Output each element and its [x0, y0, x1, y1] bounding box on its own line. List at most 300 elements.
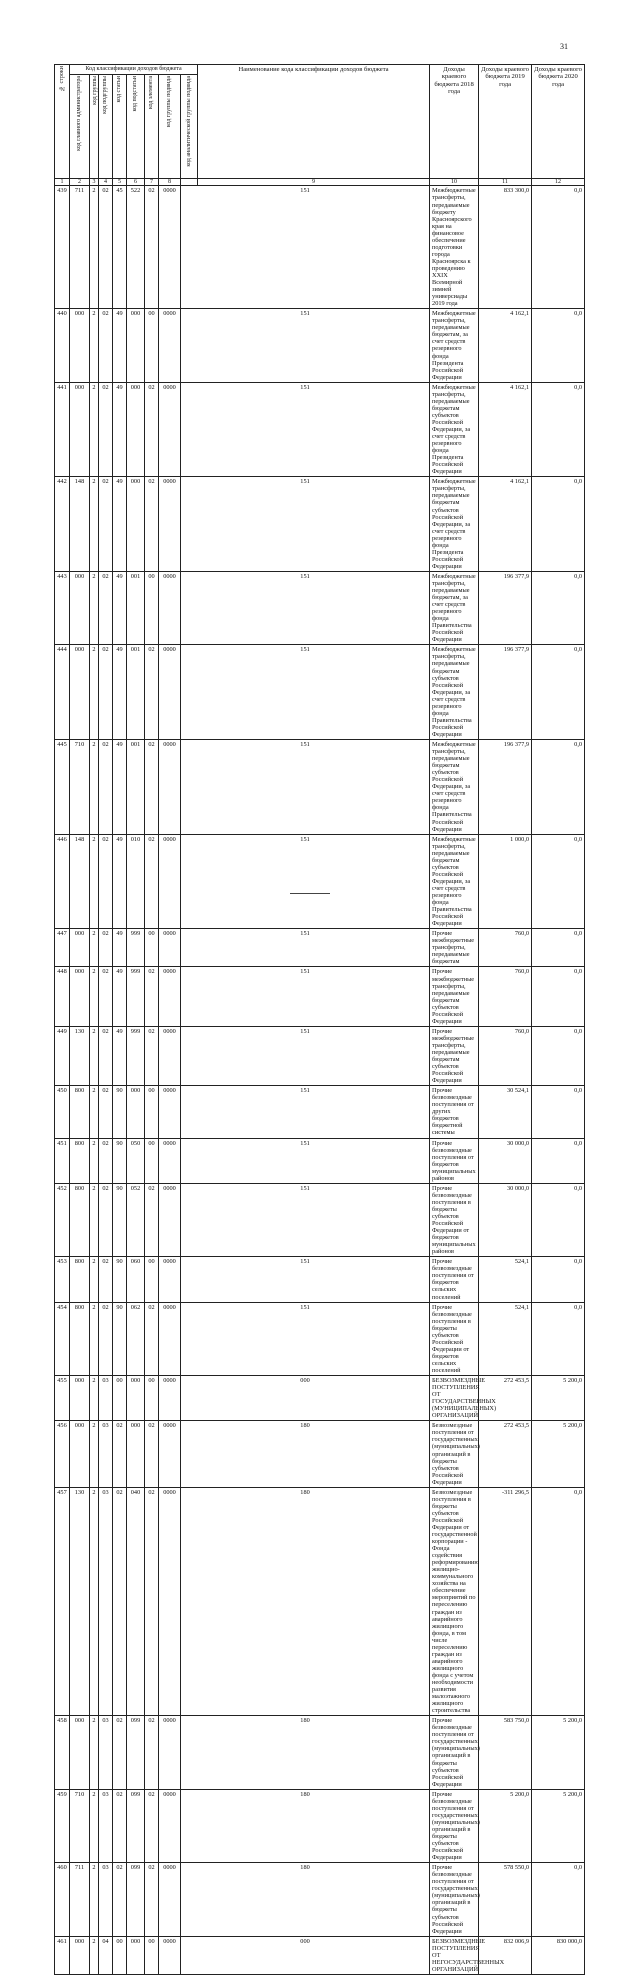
column-number: 2: [70, 178, 90, 186]
code-header: код группы: [90, 74, 99, 178]
column-number: 1: [55, 178, 70, 186]
description-cell: Прочие безвозмездные поступления в бюджеты субъектов Российской Федерации от бюджетов муниципальных районов: [430, 1183, 479, 1256]
code-cell: 151: [181, 645, 430, 740]
code-cell: 03: [99, 1487, 113, 1716]
column-number: 3: [90, 178, 99, 186]
code-cell: 000: [70, 929, 90, 967]
code-cell: 02: [99, 1257, 113, 1302]
code-cell: 2: [90, 1487, 99, 1716]
code-cell: 49: [113, 929, 127, 967]
budget-revenue-table: [54, 64, 585, 1975]
code-cell: 49: [113, 309, 127, 382]
column-numbers-row: [55, 178, 585, 186]
code-cell: 000: [127, 382, 145, 477]
value-2019-cell: 0,0: [532, 1257, 585, 1302]
code-cell: 02: [99, 477, 113, 572]
code-cell: 000: [181, 1376, 430, 1421]
description-cell: Межбюджетные трансферты, передаваемые бюджетам субъектов Российской Федерации, за счет средств резервного фонда Президента Российской Федерации: [430, 477, 479, 572]
table-row: [55, 645, 585, 740]
code-cell: 90: [113, 1257, 127, 1302]
value-2018-cell: 272 453,5: [479, 1376, 532, 1421]
table-row: [55, 309, 585, 382]
value-2018-cell: 833 300,0: [479, 186, 532, 309]
code-cell: 02: [145, 186, 159, 309]
code-cell: 00: [145, 309, 159, 382]
code-cell: 00: [145, 571, 159, 644]
table-row: [55, 1026, 585, 1085]
code-cell: 49: [113, 834, 127, 929]
code-header: код аналитической группы подвида: [181, 74, 198, 178]
code-cell: 010: [127, 834, 145, 929]
code-cell: 180: [181, 1789, 430, 1862]
value-2019-cell: 0,0: [532, 1138, 585, 1183]
code-cell: 2: [90, 967, 99, 1026]
header-row-top: [55, 65, 585, 75]
code-cell: 151: [181, 309, 430, 382]
value-2018-cell: 578 550,0: [479, 1863, 532, 1936]
code-cell: 148: [70, 834, 90, 929]
code-cell: 151: [181, 1026, 430, 1085]
code-cell: 0000: [159, 477, 181, 572]
code-cell: 02: [99, 309, 113, 382]
code-cell: 0000: [159, 1086, 181, 1138]
row-number-cell: 448: [55, 967, 70, 1026]
value-2018-cell: 4 162,1: [479, 382, 532, 477]
description-cell: Межбюджетные трансферты, передаваемые бюджетам, за счет средств резервного фонда Правительства Российской Федерации: [430, 571, 479, 644]
code-cell: 151: [181, 1138, 430, 1183]
table-row: [55, 1183, 585, 1256]
code-cell: 999: [127, 929, 145, 967]
value-2018-cell: 4 162,1: [479, 477, 532, 572]
code-cell: 03: [99, 1716, 113, 1789]
code-cell: 0000: [159, 1716, 181, 1789]
code-cell: 052: [127, 1183, 145, 1256]
code-cell: 000: [127, 477, 145, 572]
code-cell: 02: [145, 477, 159, 572]
table-row: [55, 1376, 585, 1421]
value-2019-cell: 0,0: [532, 967, 585, 1026]
row-number-cell: 458: [55, 1716, 70, 1789]
value-2018-cell: 760,0: [479, 929, 532, 967]
code-cell: 0000: [159, 1302, 181, 1375]
table-body: [55, 186, 585, 1974]
table-row: [55, 186, 585, 309]
code-header: код главного администратора: [70, 74, 90, 178]
table-row: [55, 740, 585, 835]
code-cell: 2: [90, 1026, 99, 1085]
value-2019-cell: 0,0: [532, 571, 585, 644]
row-number-cell: 440: [55, 309, 70, 382]
code-cell: 02: [145, 382, 159, 477]
value-2019-cell: 0,0: [532, 929, 585, 967]
code-cell: 02: [99, 740, 113, 835]
code-cell: 04: [99, 1936, 113, 1974]
code-cell: 151: [181, 1257, 430, 1302]
code-cell: 0000: [159, 1789, 181, 1862]
code-cell: 040: [127, 1487, 145, 1716]
description-cell: Прочие межбюджетные трансферты, передаваемые бюджетам субъектов Российской Федерации: [430, 967, 479, 1026]
code-cell: 0000: [159, 967, 181, 1026]
code-cell: 180: [181, 1863, 430, 1936]
description-cell: Прочие межбюджетные трансферты, передаваемые бюджетам: [430, 929, 479, 967]
code-cell: 710: [70, 740, 90, 835]
code-cell: 00: [113, 1376, 127, 1421]
code-cell: 800: [70, 1138, 90, 1183]
code-cell: 02: [145, 1487, 159, 1716]
value-2019-cell: 5 200,0: [532, 1789, 585, 1862]
row-number-cell: 449: [55, 1026, 70, 1085]
code-cell: 02: [145, 967, 159, 1026]
code-cell: 0000: [159, 1421, 181, 1487]
code-cell: 000: [127, 1936, 145, 1974]
code-cell: 03: [99, 1863, 113, 1936]
code-cell: 02: [113, 1487, 127, 1716]
code-header: код подгруппы: [99, 74, 113, 178]
value-2019-cell: 0,0: [532, 1302, 585, 1375]
code-cell: 151: [181, 186, 430, 309]
table-row: [55, 1936, 585, 1974]
code-cell: 000: [181, 1936, 430, 1974]
description-cell: Прочие безвозмездные поступления в бюджеты субъектов Российской Федерации от бюджетов сельских поселений: [430, 1302, 479, 1375]
row-number-cell: 445: [55, 740, 70, 835]
code-header: код элемента: [145, 74, 159, 178]
code-cell: 130: [70, 1487, 90, 1716]
value-2018-cell: 1 000,0: [479, 834, 532, 929]
column-number: [181, 178, 198, 186]
description-cell: Прочие безвозмездные поступления от других бюджетов бюджетной системы: [430, 1086, 479, 1138]
table-row: [55, 1487, 585, 1716]
row-number-cell: 456: [55, 1421, 70, 1487]
description-cell: Прочие безвозмездные поступления от государственных (муниципальных) организаций в бюджеты субъектов Российской Федерации: [430, 1863, 479, 1936]
page-number: 31: [560, 42, 568, 51]
value-2019-cell: 0,0: [532, 309, 585, 382]
code-cell: 02: [99, 382, 113, 477]
code-cell: 00: [145, 1138, 159, 1183]
value-2018-cell: 30 000,0: [479, 1183, 532, 1256]
code-cell: 49: [113, 645, 127, 740]
code-cell: 0000: [159, 1863, 181, 1936]
code-cell: 2: [90, 1789, 99, 1862]
code-cell: 000: [70, 382, 90, 477]
code-cell: 099: [127, 1716, 145, 1789]
row-number-cell: 455: [55, 1376, 70, 1421]
column-number: 6: [127, 178, 145, 186]
code-cell: 02: [145, 1789, 159, 1862]
code-cell: 151: [181, 477, 430, 572]
sum-2018-header: Доходы краевого бюджета 2018 года: [430, 65, 479, 179]
code-cell: 999: [127, 967, 145, 1026]
code-cell: 02: [145, 1421, 159, 1487]
code-cell: 0000: [159, 740, 181, 835]
sum-2020-header: Доходы краевого бюджета 2020 года: [532, 65, 585, 179]
code-cell: 02: [99, 929, 113, 967]
code-cell: 00: [113, 1936, 127, 1974]
code-cell: 02: [113, 1789, 127, 1862]
code-header: код группы подвида: [159, 74, 181, 178]
code-cell: 2: [90, 186, 99, 309]
code-cell: 800: [70, 1183, 90, 1256]
description-cell: БЕЗВОЗМЕЗДНЫЕ ПОСТУПЛЕНИЯ ОТ ГОСУДАРСТВЕННЫХ (МУНИЦИПАЛЬНЫХ) ОРГАНИЗАЦИЙ: [430, 1376, 479, 1421]
row-number-cell: 459: [55, 1789, 70, 1862]
table-row: [55, 1863, 585, 1936]
code-cell: 099: [127, 1789, 145, 1862]
description-cell: Межбюджетные трансферты, передаваемые бюджетам субъектов Российской Федерации, за счет средств резервного фонда Правительства Российской Федерации: [430, 740, 479, 835]
code-cell: 2: [90, 1421, 99, 1487]
code-cell: 522: [127, 186, 145, 309]
code-cell: 000: [70, 571, 90, 644]
value-2018-cell: 583 750,0: [479, 1716, 532, 1789]
code-cell: 02: [145, 1183, 159, 1256]
table-row: [55, 1421, 585, 1487]
code-cell: 0000: [159, 1936, 181, 1974]
code-cell: 001: [127, 645, 145, 740]
table-row: [55, 382, 585, 477]
code-cell: 2: [90, 834, 99, 929]
code-cell: 151: [181, 929, 430, 967]
code-cell: 000: [70, 1421, 90, 1487]
code-cell: 02: [99, 1183, 113, 1256]
code-cell: 000: [127, 1421, 145, 1487]
code-cell: 02: [113, 1421, 127, 1487]
code-cell: 2: [90, 309, 99, 382]
value-2018-cell: 272 453,5: [479, 1421, 532, 1487]
code-cell: 800: [70, 1086, 90, 1138]
code-cell: 02: [113, 1863, 127, 1936]
code-cell: 02: [145, 1716, 159, 1789]
description-cell: Прочие межбюджетные трансферты, передаваемые бюджетам субъектов Российской Федерации: [430, 1026, 479, 1085]
column-number: 10: [430, 178, 479, 186]
code-cell: 02: [99, 645, 113, 740]
table-row: [55, 1086, 585, 1138]
code-cell: 001: [127, 571, 145, 644]
value-2019-cell: 0,0: [532, 1863, 585, 1936]
row-number-cell: 444: [55, 645, 70, 740]
row-number-cell: 457: [55, 1487, 70, 1716]
row-number-cell: 453: [55, 1257, 70, 1302]
code-cell: 000: [127, 1376, 145, 1421]
row-number-cell: 461: [55, 1936, 70, 1974]
table-row: [55, 477, 585, 572]
sum-2019-header: Доходы краевого бюджета 2019 года: [479, 65, 532, 179]
code-cell: 148: [70, 477, 90, 572]
code-cell: 02: [99, 1302, 113, 1375]
code-cell: 000: [70, 309, 90, 382]
code-cell: 02: [99, 967, 113, 1026]
code-cell: 90: [113, 1138, 127, 1183]
code-cell: 062: [127, 1302, 145, 1375]
table-row: [55, 1716, 585, 1789]
code-cell: 00: [145, 1936, 159, 1974]
code-cell: 02: [145, 1302, 159, 1375]
code-cell: 02: [99, 1026, 113, 1085]
code-cell: 2: [90, 1086, 99, 1138]
value-2019-cell: 0,0: [532, 186, 585, 309]
code-cell: 90: [113, 1302, 127, 1375]
code-cell: 0000: [159, 1376, 181, 1421]
code-cell: 2: [90, 929, 99, 967]
code-cell: 02: [145, 1026, 159, 1085]
code-cell: 49: [113, 1026, 127, 1085]
value-2018-cell: 524,1: [479, 1257, 532, 1302]
code-cell: 2: [90, 740, 99, 835]
code-cell: 0000: [159, 186, 181, 309]
code-cell: 000: [70, 967, 90, 1026]
row-number-cell: 454: [55, 1302, 70, 1375]
row-number-cell: 452: [55, 1183, 70, 1256]
code-cell: 001: [127, 740, 145, 835]
value-2018-cell: 196 377,9: [479, 645, 532, 740]
code-cell: 2: [90, 571, 99, 644]
code-cell: 49: [113, 967, 127, 1026]
value-2018-cell: 196 377,9: [479, 571, 532, 644]
code-cell: 151: [181, 967, 430, 1026]
column-number: 7: [145, 178, 159, 186]
code-cell: 0000: [159, 382, 181, 477]
code-cell: 2: [90, 1302, 99, 1375]
code-cell: 180: [181, 1487, 430, 1716]
column-number: 8: [159, 178, 181, 186]
code-cell: 151: [181, 834, 430, 929]
code-cell: 0000: [159, 645, 181, 740]
code-cell: 2: [90, 1936, 99, 1974]
table-row: [55, 834, 585, 929]
value-2019-cell: 0,0: [532, 740, 585, 835]
code-cell: 0000: [159, 834, 181, 929]
description-cell: Межбюджетные трансферты, передаваемые бюджетам, за счет средств резервного фонда Президента Российской Федерации: [430, 309, 479, 382]
code-cell: 0000: [159, 1487, 181, 1716]
code-cell: 02: [145, 645, 159, 740]
code-cell: 03: [99, 1376, 113, 1421]
code-cell: 000: [70, 1936, 90, 1974]
code-cell: 00: [145, 929, 159, 967]
code-cell: 02: [145, 1863, 159, 1936]
code-cell: 151: [181, 1086, 430, 1138]
value-2019-cell: 0,0: [532, 645, 585, 740]
code-cell: 0000: [159, 929, 181, 967]
description-cell: Безвозмездные поступления от государственных (муниципальных) организаций в бюджеты субъектов Российской Федерации: [430, 1421, 479, 1487]
code-cell: 0000: [159, 309, 181, 382]
value-2019-cell: 0,0: [532, 477, 585, 572]
code-cell: 0000: [159, 571, 181, 644]
row-number-header: № строки: [55, 65, 70, 179]
code-cell: 151: [181, 1302, 430, 1375]
code-cell: 999: [127, 1026, 145, 1085]
value-2018-cell: -311 296,5: [479, 1487, 532, 1716]
description-cell: БЕЗВОЗМЕЗДНЫЕ ПОСТУПЛЕНИЯ ОТ НЕГОСУДАРСТВЕННЫХ ОРГАНИЗАЦИЙ: [430, 1936, 479, 1974]
value-2018-cell: 5 200,0: [479, 1789, 532, 1862]
code-cell: 02: [145, 834, 159, 929]
code-cell: 711: [70, 1863, 90, 1936]
code-cell: 2: [90, 1376, 99, 1421]
description-cell: Прочие безвозмездные поступления от государственных (муниципальных) организаций в бюджеты субъектов Российской Федерации: [430, 1716, 479, 1789]
table-row: [55, 1257, 585, 1302]
table-row: [55, 967, 585, 1026]
value-2019-cell: 5 200,0: [532, 1421, 585, 1487]
code-cell: 02: [113, 1716, 127, 1789]
table-row: [55, 1789, 585, 1862]
code-cell: 00: [145, 1257, 159, 1302]
code-cell: 02: [99, 571, 113, 644]
code-cell: 90: [113, 1086, 127, 1138]
description-cell: Прочие безвозмездные поступления от бюджетов сельских поселений: [430, 1257, 479, 1302]
value-2018-cell: 4 162,1: [479, 309, 532, 382]
code-cell: 2: [90, 1183, 99, 1256]
code-cell: 2: [90, 645, 99, 740]
code-cell: 49: [113, 477, 127, 572]
code-cell: 00: [145, 1086, 159, 1138]
code-cell: 02: [99, 186, 113, 309]
code-cell: 800: [70, 1257, 90, 1302]
code-cell: 2: [90, 1257, 99, 1302]
row-number-cell: 443: [55, 571, 70, 644]
classification-group-header: Код классификации доходов бюджета: [70, 65, 198, 75]
row-number-cell: 460: [55, 1863, 70, 1936]
code-cell: 000: [70, 1376, 90, 1421]
code-cell: 0000: [159, 1026, 181, 1085]
code-header: код подстатьи: [127, 74, 145, 178]
description-cell: Безвозмездные поступления в бюджеты субъектов Российской Федерации от государственной корпорации - Фонда содействия реформированию жилищно-коммунального хозяйства на обеспечение мероприятий по переселению граждан из аварийного жилищного фонда, в том числе переселению граждан из аварийного жилищного фонда с учетом необходимости развития малоэтажного жилищного строительства: [430, 1487, 479, 1716]
code-cell: 2: [90, 1138, 99, 1183]
code-cell: 03: [99, 1789, 113, 1862]
code-cell: 03: [99, 1421, 113, 1487]
code-cell: 099: [127, 1863, 145, 1936]
column-number: 5: [113, 178, 127, 186]
row-number-cell: 439: [55, 186, 70, 309]
table-row: [55, 571, 585, 644]
description-cell: Прочие безвозмездные поступления от государственных (муниципальных) организаций в бюджеты субъектов Российской Федерации: [430, 1789, 479, 1862]
code-cell: 49: [113, 571, 127, 644]
code-cell: 180: [181, 1421, 430, 1487]
table-row: [55, 929, 585, 967]
code-cell: 2: [90, 1863, 99, 1936]
value-2019-cell: 0,0: [532, 1026, 585, 1085]
column-number: 9: [198, 178, 430, 186]
code-cell: 151: [181, 382, 430, 477]
code-cell: 151: [181, 1183, 430, 1256]
value-2019-cell: 0,0: [532, 1183, 585, 1256]
code-cell: 000: [127, 1086, 145, 1138]
code-cell: 060: [127, 1257, 145, 1302]
row-number-cell: 451: [55, 1138, 70, 1183]
code-cell: 050: [127, 1138, 145, 1183]
value-2018-cell: 832 006,9: [479, 1936, 532, 1974]
code-cell: 0000: [159, 1257, 181, 1302]
description-cell: Межбюджетные трансферты, передаваемые бюджетам субъектов Российской Федерации, за счет средств резервного фонда Правительства Российской Федерации: [430, 645, 479, 740]
value-2019-cell: 0,0: [532, 1487, 585, 1716]
code-cell: 49: [113, 382, 127, 477]
row-number-cell: 441: [55, 382, 70, 477]
code-cell: 130: [70, 1026, 90, 1085]
code-cell: 02: [99, 1138, 113, 1183]
row-number-cell: 446: [55, 834, 70, 929]
description-cell: Межбюджетные трансферты, передаваемые бюджету Красноярского края на финансовое обеспечение подготовки города Красноярска к проведению XXIX Всемирной зимней универсиады 2019 года: [430, 186, 479, 309]
code-cell: 000: [127, 309, 145, 382]
column-number: 11: [479, 178, 532, 186]
code-cell: 800: [70, 1302, 90, 1375]
value-2019-cell: 0,0: [532, 382, 585, 477]
value-2018-cell: 196 377,9: [479, 740, 532, 835]
code-cell: 000: [70, 645, 90, 740]
code-cell: 49: [113, 740, 127, 835]
code-cell: 151: [181, 740, 430, 835]
code-cell: 0000: [159, 1183, 181, 1256]
code-cell: 00: [145, 1376, 159, 1421]
value-2019-cell: 0,0: [532, 1086, 585, 1138]
value-2019-cell: 5 200,0: [532, 1716, 585, 1789]
value-2018-cell: 30 524,1: [479, 1086, 532, 1138]
code-cell: 000: [70, 1716, 90, 1789]
value-2018-cell: 524,1: [479, 1302, 532, 1375]
